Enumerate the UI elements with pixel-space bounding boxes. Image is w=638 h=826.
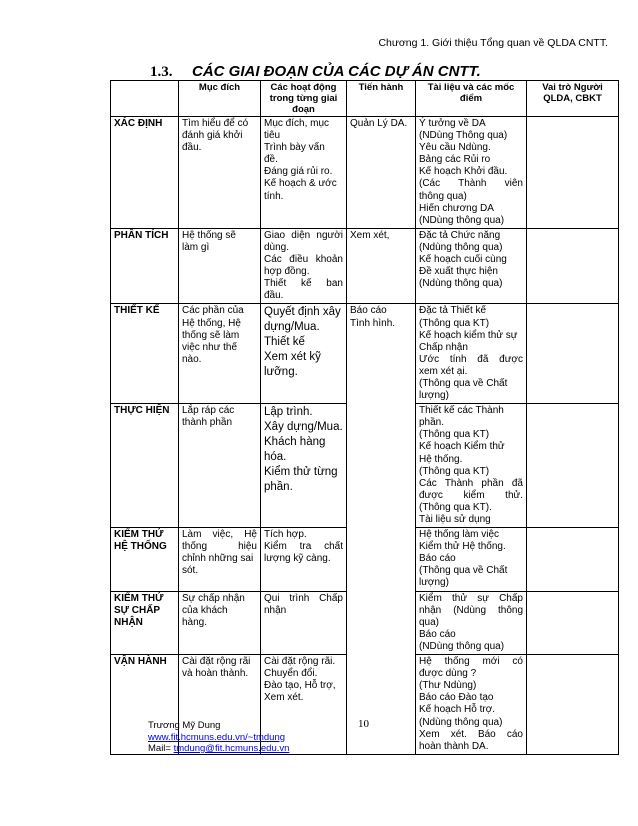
cell-conduct — [347, 304, 416, 754]
cell-role — [527, 591, 619, 654]
cell-line: việc như thế — [182, 341, 238, 353]
cell-line: Ước tính đã được — [419, 353, 523, 365]
cell-conduct — [347, 228, 416, 304]
cell-line: Hệ thống mới có — [419, 656, 523, 668]
phases-table — [110, 80, 619, 755]
cell-line: Sự chấp nhận — [182, 592, 245, 604]
cell-line: thành phần — [182, 417, 233, 429]
cell-line: xem xét ại. — [419, 365, 468, 377]
cell-purpose — [179, 591, 261, 654]
column-header — [111, 81, 179, 117]
table-row — [111, 117, 619, 229]
cell-line: Khách hàng hóa. — [264, 436, 326, 464]
cell-line: phần. — [419, 417, 445, 429]
cell-line: nhận — [264, 604, 287, 616]
cell-line: thống sẽ làm — [182, 329, 240, 341]
cell-conduct — [347, 117, 416, 229]
cell-activities — [261, 404, 347, 528]
cell-line: nào. — [182, 353, 202, 365]
cell-activities — [261, 528, 347, 591]
cell-purpose — [179, 404, 261, 528]
cell-line: Xây dựng/Mua. — [264, 421, 343, 434]
cell-line: (Thông qua KT) — [419, 465, 490, 477]
cell-line: Hệ thống. — [419, 453, 463, 465]
cell-line: đề. — [264, 154, 278, 166]
cell-activities — [261, 591, 347, 654]
cell-line: Báo cáo — [350, 305, 387, 317]
cell-line: Kiểm tra chất — [264, 541, 343, 553]
cell-line: Thiết kế — [264, 336, 305, 349]
cell-line: Xem xét. Báo cáo — [419, 728, 523, 740]
cell-line: lượng) — [419, 390, 449, 402]
cell-line: nhận (Ndùng thông — [419, 604, 523, 616]
cell-line: Đáng giá rủi ro. — [264, 166, 333, 178]
cell-line: Cài đặt rộng rãi. — [264, 656, 336, 668]
cell-line: qua) — [419, 616, 440, 628]
cell-line: (Thông qua về Chất — [419, 565, 508, 577]
cell-phase — [111, 528, 179, 591]
cell-documents — [416, 228, 527, 304]
cell-documents — [416, 117, 527, 229]
cell-line: Các điều khoản — [264, 254, 343, 266]
cell-line: THỰC HIỆN — [114, 405, 170, 417]
cell-activities — [261, 304, 347, 404]
section-heading — [150, 63, 481, 81]
footer — [148, 720, 289, 755]
column-header: Các hoạt động trong từng giai đoạn — [261, 81, 347, 117]
cell-line: Xem xét kỹ — [264, 351, 321, 364]
cell-purpose — [179, 528, 261, 591]
cell-line: Đào tạo, Hỗ trợ, — [264, 680, 336, 692]
cell-line: tính. — [264, 190, 284, 202]
cell-line: Báo cáo Đào tạo — [419, 692, 494, 704]
cell-line: lượng) — [419, 577, 449, 589]
cell-role — [527, 528, 619, 591]
cell-line: Bảng các Rủi ro — [419, 154, 491, 166]
cell-line: Kiểm thử sự Chấp — [419, 592, 523, 604]
cell-line: Kế hoạch kiểm thử sự — [419, 329, 518, 341]
cell-line: Trình bày vấn — [264, 142, 325, 154]
cell-line: Quyết định xây — [264, 306, 341, 319]
cell-line: dựng/Mua. — [264, 321, 320, 334]
cell-role — [527, 304, 619, 404]
cell-line: Kế hoạch Hỗ trợ. — [419, 704, 496, 716]
cell-line: Hệ thống làm việc — [419, 529, 500, 541]
column-header: Vai trò Người QLDA, CBKT — [527, 81, 619, 117]
cell-line: Đề xuất thực hiện — [419, 266, 498, 278]
cell-line: làm gì — [182, 241, 210, 253]
cell-line: Hiến chương DA — [419, 202, 494, 214]
cell-line: Báo cáo — [419, 553, 456, 565]
cell-line: Tìm hiểu để có — [182, 118, 249, 129]
cell-line: hợp đồng. — [264, 266, 310, 278]
cell-line: Xem xét. — [264, 692, 304, 704]
cell-line: Ý tưởng về DA — [419, 118, 486, 129]
cell-activities — [261, 117, 347, 229]
cell-role — [527, 655, 619, 755]
cell-line: HỆ THỐNG — [114, 541, 167, 553]
cell-line: hoàn thành DA. — [419, 740, 489, 752]
cell-line: NHẬN — [114, 616, 143, 628]
footer-author: Trương Mỹ Dung — [148, 720, 221, 731]
cell-line: Xem xét, — [350, 229, 390, 241]
cell-line: Các Thành phần đã — [419, 477, 523, 489]
cell-line: (Ndùng thông qua) — [419, 716, 503, 728]
cell-line: Hệ thống, Hệ — [182, 317, 241, 329]
cell-line: Đặc tả Thiết kế — [419, 305, 487, 317]
cell-line: Lắp ráp các — [182, 405, 235, 417]
table-row — [111, 304, 619, 404]
section-title: CÁC GIAI ĐOẠN CỦA CÁC DỰ ÁN CNTT. — [192, 63, 481, 80]
column-header: Mục đích — [179, 81, 261, 117]
cell-line: (Các Thành viên — [419, 178, 523, 190]
cell-line: Cài đặt rộng rãi — [182, 656, 251, 668]
table-row — [111, 228, 619, 304]
cell-purpose — [179, 304, 261, 404]
cell-line: thống hiệu — [182, 541, 257, 553]
cell-line: Kiểm thử Hệ thống. — [419, 541, 506, 553]
cell-line: (Ndùng thông qua) — [419, 278, 503, 290]
footer-website-link[interactable]: www.fit.hcmuns.edu.vn/~tmdung — [148, 731, 286, 743]
cell-line: (Ndùng thông qua) — [419, 241, 503, 253]
cell-documents — [416, 655, 527, 755]
cell-line: (Thông qua KT) — [419, 429, 490, 441]
footer-mail — [148, 743, 289, 755]
cell-purpose — [179, 117, 261, 229]
cell-line: đầu. — [264, 290, 284, 302]
cell-line: thông qua) — [419, 190, 467, 202]
cell-line: Mục đích, mục — [264, 118, 330, 129]
cell-line: SỰ CHẤP — [114, 604, 161, 616]
cell-line: Làm việc, Hệ — [182, 529, 257, 541]
cell-line: XÁC ĐỊNH — [114, 118, 163, 129]
cell-role — [527, 404, 619, 528]
cell-line: Thiết kế các Thành — [419, 405, 504, 417]
cell-line: Tích hợp. — [264, 529, 307, 541]
cell-line: đánh giá khởi — [182, 130, 243, 142]
cell-line: Qui trình Chấp — [264, 592, 343, 604]
cell-line: (Thông qua KT). — [419, 501, 492, 513]
cell-line: Tài liệu sử dụng — [419, 514, 491, 525]
cell-line: Kế hoạch Khởi đầu. — [419, 166, 508, 178]
cell-line: lưỡng. — [264, 366, 298, 379]
cell-line: tiêu — [264, 130, 281, 142]
column-header: Tài liệu và các mốc điểm — [416, 81, 527, 117]
cell-line: KIỂM THỬ — [114, 592, 164, 604]
cell-line: Đặc tả Chức năng — [419, 229, 501, 241]
cell-line: PHÂN TÍCH — [114, 229, 169, 241]
cell-line: và hoàn thành. — [182, 668, 249, 680]
cell-documents — [416, 528, 527, 591]
cell-role — [527, 117, 619, 229]
cell-line: Các phần của — [182, 305, 244, 317]
cell-role — [527, 228, 619, 304]
cell-line: Chấp nhận — [419, 341, 468, 353]
footer-mail-label: Mail= — [148, 743, 171, 754]
cell-phase — [111, 117, 179, 229]
cell-line: Kiểm thử từng — [264, 466, 338, 479]
cell-phase — [111, 404, 179, 528]
cell-line: Giao diện người — [264, 229, 343, 241]
cell-line: dùng. — [264, 241, 290, 253]
cell-line: VẬN HÀNH — [114, 656, 167, 668]
section-number: 1.3. — [150, 64, 173, 80]
cell-documents — [416, 404, 527, 528]
cell-line: KIỂM THỬ — [114, 529, 164, 541]
cell-line: được dùng ? — [419, 668, 477, 680]
cell-phase — [111, 304, 179, 404]
cell-line: Kế hoạch & ước — [264, 178, 337, 190]
cell-line: THIẾT KẾ — [114, 305, 160, 317]
cell-line: Hệ thống sẽ — [182, 229, 236, 241]
cell-line: (NDùng thông qua) — [419, 640, 505, 652]
cell-line: (NDùng thông qua) — [419, 214, 505, 226]
cell-line: (Thông qua về Chất — [419, 377, 508, 389]
footer-email-link[interactable]: tmdung@fit.hcmuns.edu.vn — [173, 743, 290, 754]
cell-line: của khách — [182, 604, 228, 616]
cell-activities — [261, 228, 347, 304]
cell-line: Báo cáo — [419, 628, 456, 640]
cell-line: (Thông qua KT) — [419, 317, 490, 329]
cell-line: chỉnh những sai — [182, 553, 254, 565]
cell-phase — [111, 591, 179, 654]
cell-phase — [111, 228, 179, 304]
cell-line: Quản Lý DA. — [350, 118, 408, 129]
cell-line: Tình hình. — [350, 317, 396, 329]
cell-line: sót. — [182, 565, 199, 577]
cell-line: được kiểm thử. — [419, 489, 523, 501]
cell-documents — [416, 304, 527, 404]
cell-documents — [416, 591, 527, 654]
cell-line: Yêu cầu Ndùng. — [419, 142, 491, 154]
cell-line: Thiết kế ban — [264, 278, 343, 290]
cell-line: lượng kỹ càng. — [264, 553, 331, 565]
cell-purpose — [179, 228, 261, 304]
cell-line: Lập trình. — [264, 406, 313, 419]
page-number: 10 — [358, 718, 369, 730]
cell-line: (Thư Ndùng) — [419, 680, 477, 692]
cell-line: Chuyển đổi. — [264, 668, 318, 680]
cell-line: đầu. — [182, 142, 202, 154]
table-header-row — [111, 81, 619, 117]
cell-line: (NDùng Thông qua) — [419, 130, 508, 142]
cell-line: Kế hoạch cuối cùng — [419, 254, 507, 266]
chapter-header: Chương 1. Giới thiệu Tổng quan về QLDA CNTT. — [378, 37, 608, 49]
cell-line: hàng. — [182, 616, 208, 628]
cell-line: phần. — [264, 481, 293, 494]
cell-line: Kế hoạch Kiểm thử — [419, 441, 505, 453]
column-header: Tiến hành — [347, 81, 416, 117]
